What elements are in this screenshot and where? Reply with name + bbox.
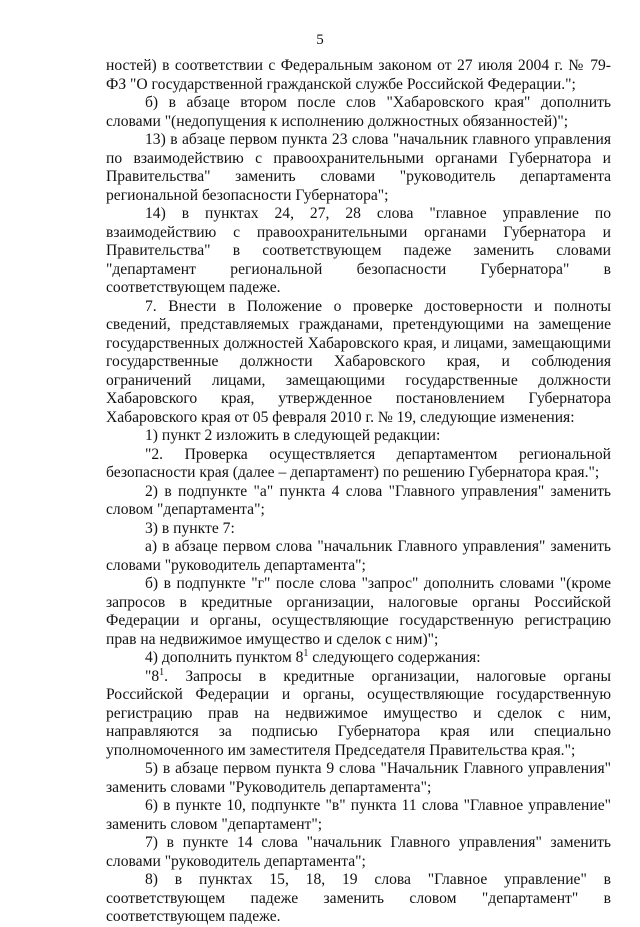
superscript: 1 [303,648,309,659]
paragraph-sub-3a: а) в абзаце первом слова "начальник Главного управления" заменить словами "руководитель департамента"; [106,538,611,574]
text-fragment: . Запросы в кредитные организации, налоговые органы Российской Федерации и органы, осуществляющие государственную регистрацию прав на недвижимое имущество и сделок с ним, направляются за подписью Губернатора края или специально уполномоченного им заместителя Председателя Правительства края."; [106,667,611,759]
text-fragment: "8 [145,667,160,685]
paragraph-item-13: 13) в абзаце первом пункта 23 слова "начальник главного управления по взаимодействию с правоохранительными органами Губернатора и Правительства" заменить словами "руководитель департамента региональной безопасности Губернатора"; [106,131,611,204]
paragraph-sub-7: 7) в пункте 14 слова "начальник Главного управления" заменить словами "руководитель департамента"; [106,834,611,870]
paragraph-sub-1: 1) пункт 2 изложить в следующей редакции: [145,427,441,444]
paragraph-quote-8-1 [106,668,611,761]
paragraph-item-14: 14) в пунктах 24, 27, 28 слова "главное управление по взаимодействию с правоохранительными органами Губернатора и Правительства" в соответствующем падеже заменить словами "департамент региональной безопасности Губернатора" в соответствующем падеже. [106,205,611,296]
paragraph-quote-2: "2. Проверка осуществляется департаментом региональной безопасности края (далее – департамент) по решению Губернатора края."; [106,445,611,481]
paragraph-sub-6: 6) в пункте 10, подпункте "в" пункта 11 слова "Главное управление" заменить словом "департамент"; [106,797,611,833]
paragraph-sub-2: 2) в подпункте "а" пункта 4 слова "Главного управления" заменить словом "департамента"; [106,482,611,518]
paragraph-sub-4 [106,649,611,668]
paragraph-section-7: 7. Внести в Положение о проверке достоверности и полноты сведений, представляемых гражданами, претендующими на замещение государственных должностей Хабаровского края, и лицами, замещающими государственные должности Хабаровского края, и соблюдения ограничений лицами, замещающими государственные должности Хабаровского края, утвержденное постановлением Губернатора Хабаровского края от 05 февраля 2010 г. № 19, следующие изменения: [106,297,611,426]
paragraph-sub-5: 5) в абзаце первом пункта 9 слова "Начальник Главного управления" заменить словами "Руководитель департамента"; [106,760,611,796]
paragraph-continuation: ностей) в соответствии с Федеральным законом от 27 июля 2004 г. № 79-ФЗ "О государственной гражданской службе Российской Федерации."; [106,57,611,93]
paragraph-sub-8: 8) в пунктах 15, 18, 19 слова "Главное управление" в соответствующем падеже заменить словом "департамент" в соответствующем падеже. [106,871,611,925]
superscript: 1 [159,666,165,678]
text-fragment: следующего содержания: [308,649,481,666]
paragraph-item-b: б) в абзаце втором после слов "Хабаровского края" дополнить словами "(недопущения к исполнению должностных обязанностей)"; [106,94,611,130]
page-number: 5 [316,32,324,48]
document-body [106,57,611,927]
text-fragment: 4) дополнить пунктом 8 [145,649,304,666]
paragraph-sub-3b: б) в подпункте "г" после слова "запрос" дополнить словами "(кроме запросов в кредитные организации, налоговые органы Российской Федерации и органы, осуществляющие государственную регистрацию прав на недвижимое имущество и сделок с ним)"; [106,575,611,648]
paragraph-sub-3: 3) в пункте 7: [145,519,235,537]
